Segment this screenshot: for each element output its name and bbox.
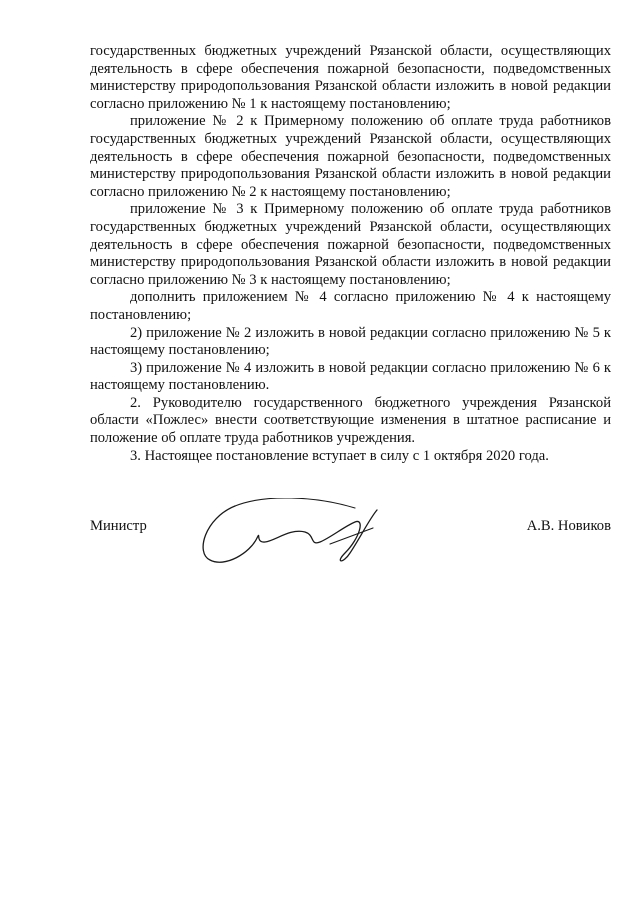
paragraph-item-3: 3) приложение № 4 изложить в новой редакции согласно приложению № 6 к настоящему постановлению. xyxy=(90,359,611,394)
paragraph-section-3: 3. Настоящее постановление вступает в силу с 1 октября 2020 года. xyxy=(130,447,549,464)
paragraph-item-2: 2) приложение № 2 изложить в новой редакции согласно приложению № 5 к настоящему постановлению; xyxy=(90,324,611,359)
signatory-title: Министр xyxy=(90,518,147,534)
signatory-name: А.В. Новиков xyxy=(526,518,611,534)
paragraph-appendix-3: приложение № 3 к Примерному положению об оплате труда работников государственных бюджетных учреждений Рязанской области, осуществляющих деятельность в сфере обеспечения пожарной безопасности, подведомственных министерству природопользования Рязанской области изложить в новой редакции согласно приложению № 3 к настоящему постановлению; xyxy=(90,201,611,288)
handwritten-signature xyxy=(195,498,395,578)
paragraph-section-2: 2. Руководителю государственного бюджетного учреждения Рязанской области «Пожлес» внести соответствующие изменения в штатное расписание и положение об оплате труда работников учреждения. xyxy=(90,394,611,447)
document-body xyxy=(90,43,611,465)
paragraph-add-appendix-4: дополнить приложением № 4 согласно приложению № 4 к настоящему постановлению; xyxy=(90,289,611,323)
paragraph-appendix-2: приложение № 2 к Примерному положению об оплате труда работников государственных бюджетных учреждений Рязанской области, осуществляющих деятельность в сфере обеспечения пожарной безопасности, подведомственных министерству природопользования Рязанской области изложить в новой редакции согласно приложению № 2 к настоящему постановлению; xyxy=(90,113,611,200)
paragraph-continuation: государственных бюджетных учреждений Рязанской области, осуществляющих деятельность в сфере обеспечения пожарной безопасности, подведомственных министерству природопользования Рязанской области изложить в новой редакции согласно приложению № 1 к настоящему постановлению; xyxy=(90,43,611,112)
signature-block xyxy=(90,518,611,598)
